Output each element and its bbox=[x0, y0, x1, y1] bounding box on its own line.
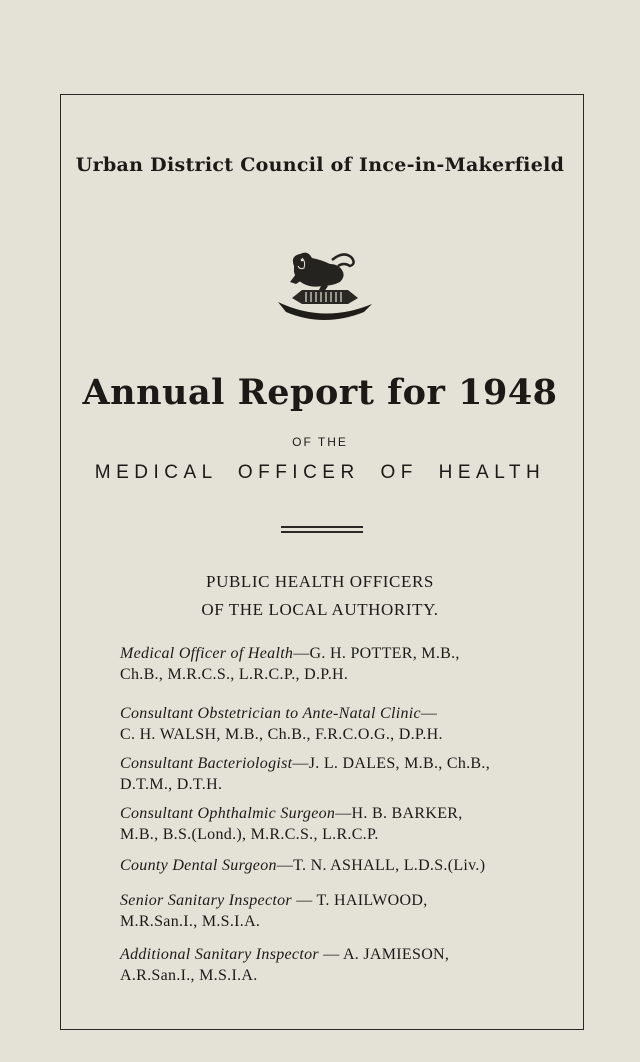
section-heading: OF THE LOCAL AUTHORITY. bbox=[201, 600, 439, 619]
officer-entry bbox=[120, 855, 530, 876]
subtitle-medical-officer: MEDICAL OFFICER OF HEALTH bbox=[94, 462, 546, 483]
separator: — bbox=[420, 705, 438, 722]
officer-qualifications: M.R.San.I., M.S.I.A. bbox=[120, 913, 261, 930]
officer-entry bbox=[120, 944, 530, 986]
separator: — bbox=[293, 645, 310, 662]
officer-name: G. H. POTTER, M.B., bbox=[309, 645, 460, 662]
officer-role: Senior Sanitary Inspector bbox=[120, 892, 292, 909]
separator: — bbox=[335, 805, 352, 822]
report-title: Annual Report for 1948 bbox=[82, 372, 558, 413]
officer-name: T. N. ASHALL, L.D.S.(Liv.) bbox=[293, 857, 486, 874]
officer-qualifications: C. H. WALSH, M.B., Ch.B., F.R.C.O.G., D.P.H. bbox=[120, 726, 443, 743]
officer-entry bbox=[120, 703, 530, 745]
subtitle-of-the: OF THE bbox=[292, 435, 348, 449]
separator: — bbox=[318, 946, 343, 963]
separator: — bbox=[291, 892, 317, 909]
officer-qualifications: D.T.M., D.T.H. bbox=[120, 776, 223, 793]
officer-entry bbox=[120, 890, 530, 932]
divider-rule bbox=[281, 531, 363, 533]
council-title: Urban District Council of Ince-in-Makerfield bbox=[75, 154, 565, 176]
officer-entry bbox=[120, 803, 530, 845]
divider-rule bbox=[281, 526, 363, 528]
separator: — bbox=[292, 755, 309, 772]
officer-role: Medical Officer of Health bbox=[120, 645, 294, 662]
separator: — bbox=[276, 857, 294, 874]
officer-entry bbox=[120, 753, 530, 795]
officer-name: J. L. DALES, M.B., Ch.B., bbox=[308, 755, 490, 772]
officer-role: County Dental Surgeon bbox=[120, 857, 277, 874]
section-heading: PUBLIC HEALTH OFFICERS bbox=[206, 572, 434, 591]
officer-qualifications: M.B., B.S.(Lond.), M.R.C.S., L.R.C.P. bbox=[120, 826, 379, 843]
officer-qualifications: A.R.San.I., M.S.I.A. bbox=[120, 967, 258, 984]
officer-role: Consultant Obstetrician to Ante-Natal Clinic bbox=[120, 705, 421, 722]
officer-qualifications: Ch.B., M.R.C.S., L.R.C.P., D.P.H. bbox=[120, 666, 349, 683]
officer-role: Additional Sanitary Inspector bbox=[120, 946, 319, 963]
officer-name: H. B. BARKER, bbox=[351, 805, 463, 822]
officer-role: Consultant Ophthalmic Surgeon bbox=[120, 805, 336, 822]
officer-name: T. HAILWOOD, bbox=[316, 892, 428, 909]
officer-name: A. JAMIESON, bbox=[342, 946, 450, 963]
officer-entry bbox=[120, 643, 530, 685]
lion-crest-icon bbox=[272, 246, 376, 322]
officer-role: Consultant Bacteriologist bbox=[120, 755, 293, 772]
